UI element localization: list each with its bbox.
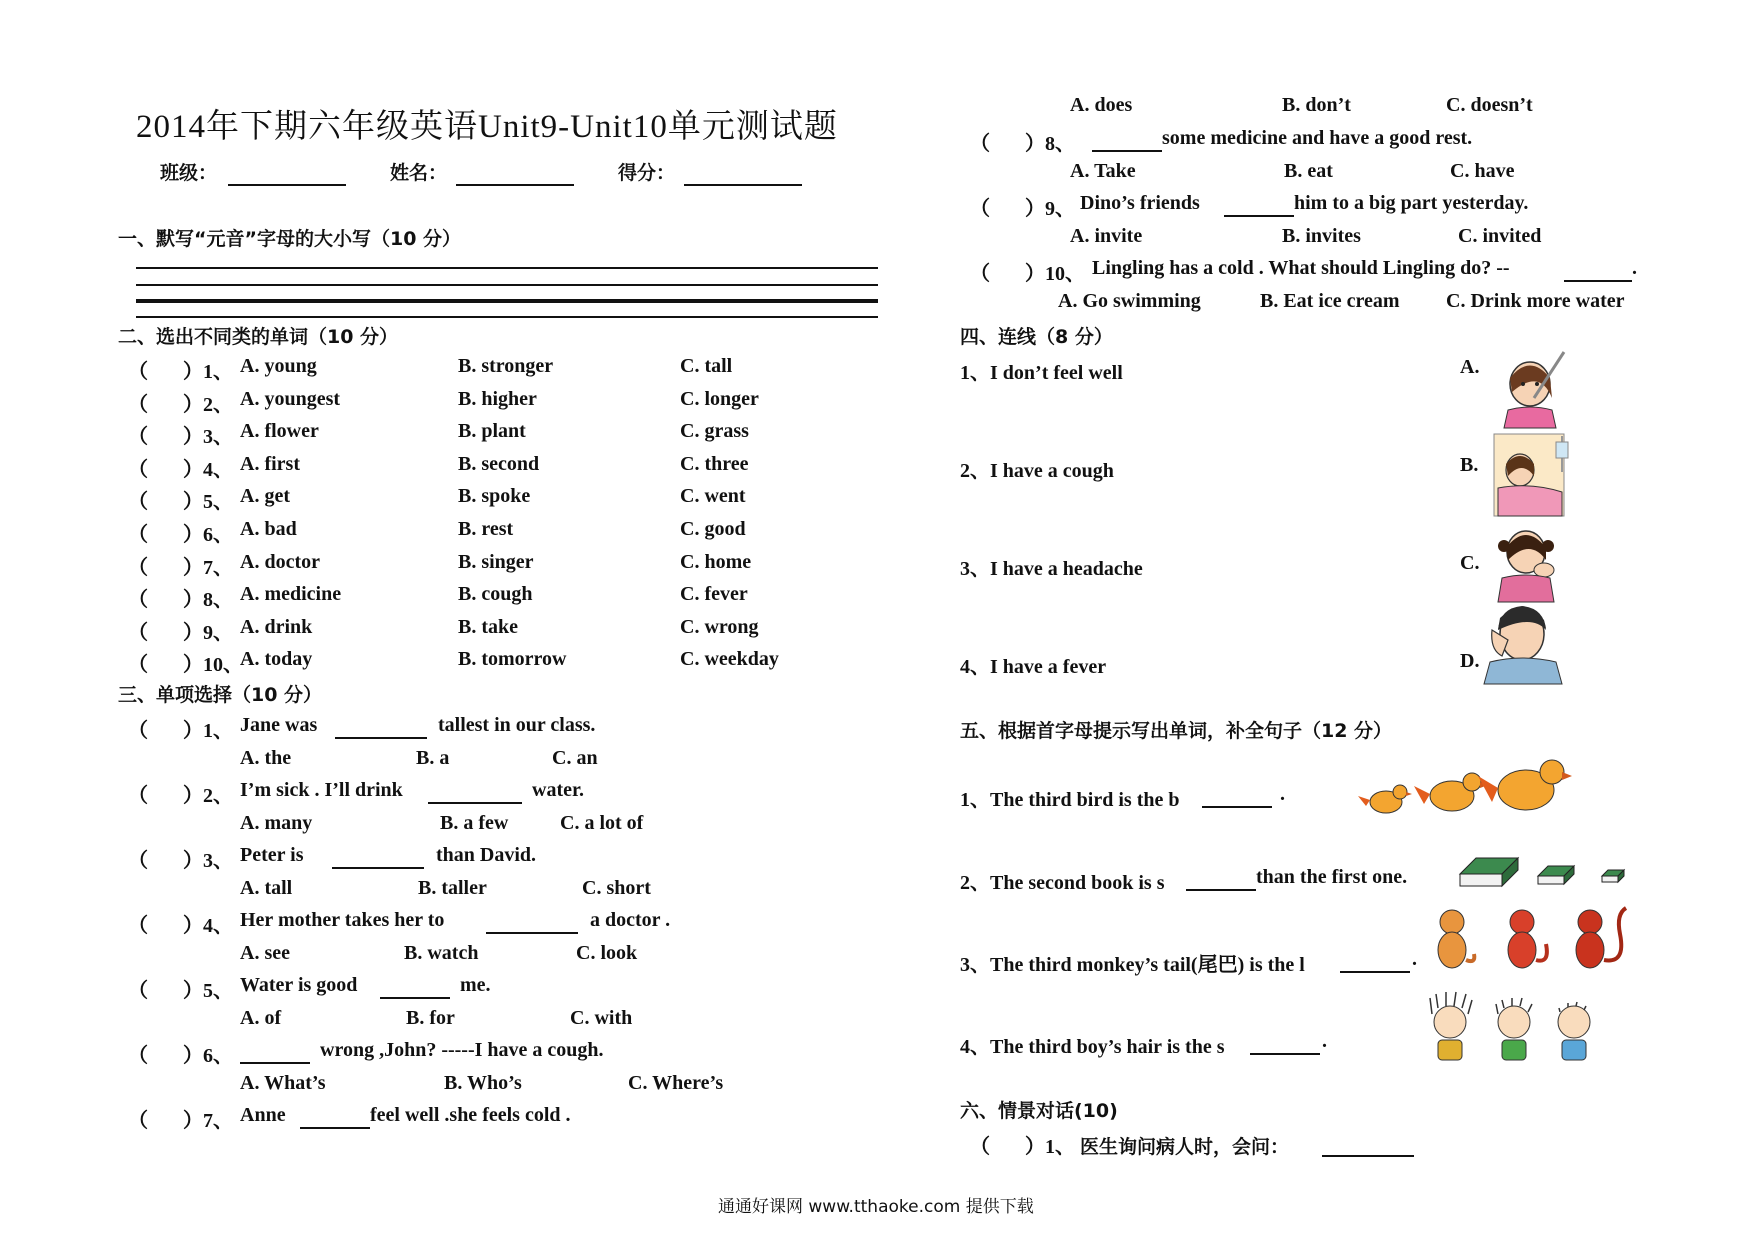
item-number: ）8、 [183,589,233,611]
answer-paren[interactable]: （ [128,850,148,872]
answer-paren[interactable]: （ [128,361,148,383]
q3-option-a: A. tall [240,877,293,899]
item-number: ）2、 [183,394,233,416]
q10-option-c: C. Drink more water [1446,290,1625,312]
s5-sentence1-pre: 1、The third bird is the b [960,789,1180,811]
q7-option-a: A. does [1070,94,1133,116]
item-number: ）7、 [183,557,233,579]
q4-blank[interactable] [486,932,578,934]
monkey-short-tail-icon [1438,910,1474,968]
match-letter-a: A. [1460,356,1480,378]
q1-post: tallest in our class. [438,714,596,736]
q1-blank[interactable] [335,737,427,739]
section6-heading: 六、情景对话(10) [960,1100,1118,1122]
writing-line-4[interactable] [136,316,878,318]
option-c: C. longer [680,388,759,410]
q2-pre: I’m sick . I’ll drink [240,779,403,801]
q1-option-c: C. an [552,747,598,769]
answer-paren[interactable]: （ [970,133,990,155]
option-b: B. stronger [458,355,554,377]
medium-bird-icon [1414,773,1488,811]
boys-hair-picture [1422,992,1602,1064]
q10-option-b: B. Eat ice cream [1260,290,1400,312]
match-letter-c: C. [1460,552,1480,574]
q5-option-c: C. with [570,1007,633,1029]
q8-option-c: C. have [1450,160,1515,182]
q2-blank[interactable] [428,802,522,804]
q10-post: . [1632,257,1637,279]
q4-pre: Her mother takes her to [240,909,445,931]
item-number: ）5、 [183,491,233,513]
option-a: A. young [240,355,317,377]
q1-pre: Jane was [240,714,318,736]
option-c: C. fever [680,583,748,605]
boy-short-hair-icon [1558,1002,1590,1060]
section4-heading: 四、连线（8 分） [960,326,1113,348]
q8-number: ）8、 [1025,133,1075,155]
s5-sentence1-post: . [1280,783,1285,805]
answer-paren[interactable]: （ [128,622,148,644]
q4-option-b: B. watch [404,942,479,964]
q7-pre: Anne [240,1104,286,1126]
option-b: B. higher [458,388,537,410]
q7-blank[interactable] [300,1127,370,1129]
option-b: B. take [458,616,518,638]
s6-q1-text: 医生询问病人时，会问： [1080,1136,1290,1158]
match-letter-b: B. [1460,454,1479,476]
q4-number: ）4、 [183,915,233,937]
q10-number: ）10、 [1025,263,1085,285]
s5-blank-4[interactable] [1250,1053,1320,1055]
q9-option-a: A. invite [1070,225,1143,247]
option-a: A. get [240,485,290,507]
q4-option-a: A. see [240,942,290,964]
option-b: B. rest [458,518,514,540]
answer-paren[interactable]: （ [128,654,148,676]
option-c: C. home [680,551,752,573]
q8-option-a: A. Take [1070,160,1136,182]
answer-paren[interactable]: （ [970,198,990,220]
q3-post: than David. [436,844,537,866]
option-b: B. second [458,453,540,475]
s5-sentence3-post: . [1412,948,1417,970]
item-number: ）9、 [183,622,233,644]
q9-post: him to a big part yesterday. [1294,192,1529,214]
option-b: B. cough [458,583,533,605]
option-a: A. doctor [240,551,320,573]
answer-paren[interactable]: （ [128,557,148,579]
answer-paren[interactable]: （ [128,915,148,937]
monkey-longer-tail-icon [1508,910,1547,968]
match-sentence-4[interactable]: 4、I have a fever [960,656,1107,678]
q9-option-b: B. invites [1282,225,1361,247]
match-sentence-2[interactable]: 2、I have a cough [960,460,1114,482]
small-bird-icon [1358,785,1412,813]
q7-option-b: B. don’t [1282,94,1351,116]
answer-paren[interactable]: （ [128,426,148,448]
q1-number: ）1、 [183,720,233,742]
books-picture [1456,852,1638,892]
option-a: A. flower [240,420,319,442]
answer-paren[interactable]: （ [128,1110,148,1132]
birds-picture [1356,752,1576,828]
s5-sentence2-post: than the first one. [1256,866,1408,888]
q9-option-c: C. invited [1458,225,1542,247]
q3-pre: Peter is [240,844,304,866]
q3-blank[interactable] [332,867,424,869]
match-letter-d: D. [1460,650,1480,672]
q4-option-c: C. look [576,942,638,964]
q9-pre: Dino’s friends [1080,192,1200,214]
s5-sentence4-post: . [1322,1030,1327,1052]
q8-blank[interactable] [1092,150,1162,152]
boy-long-hair-icon [1430,992,1472,1060]
q3-option-c: C. short [582,877,651,899]
q7-post: feel well .she feels cold . [370,1104,571,1126]
q8-option-b: B. eat [1284,160,1333,182]
answer-paren[interactable]: （ [128,1045,148,1067]
q8-post: some medicine and have a good rest. [1162,127,1473,149]
girl-thermometer-picture[interactable] [1490,348,1570,428]
option-b: B. tomorrow [458,648,567,670]
q6-option-c: C. Where’s [628,1072,724,1094]
q2-post: water. [532,779,585,801]
writing-line-1[interactable] [136,267,878,269]
monkey-longest-tail-icon [1576,908,1626,968]
s6-q1-number: ）1、 [1025,1136,1075,1158]
girl-in-bed-picture[interactable] [1490,432,1574,520]
q2-option-b: B. a few [440,812,509,834]
q6-post: wrong ,John? -----I have a cough. [320,1039,604,1061]
boy-headache-picture[interactable] [1476,600,1572,684]
score-blank[interactable] [684,184,802,186]
medium-book-icon [1538,866,1574,884]
big-bird-icon [1478,760,1572,810]
q5-number: ）5、 [183,980,233,1002]
answer-paren[interactable]: （ [128,459,148,481]
writing-line-3[interactable] [136,299,878,303]
q10-blank[interactable] [1564,280,1632,282]
big-book-icon [1460,858,1518,886]
answer-paren[interactable]: （ [970,1136,990,1158]
option-b: B. singer [458,551,534,573]
page-title: 2014年下期六年级英语Unit9-Unit10单元测试题 [136,109,838,145]
option-c: C. grass [680,420,749,442]
s6-q1-blank[interactable] [1322,1155,1414,1157]
option-a: A. medicine [240,583,342,605]
option-c: C. good [680,518,746,540]
q6-option-a: A. What’s [240,1072,326,1094]
section3-heading: 三、单项选择（10 分） [118,684,323,706]
item-number: ）1、 [183,361,233,383]
q2-number: ）2、 [183,785,233,807]
option-c: C. wrong [680,616,759,638]
q1-option-a: A. the [240,747,292,769]
q5-blank[interactable] [380,997,450,999]
s5-sentence3-pre: 3、The third monkey’s tail(尾巴) is the l [960,954,1305,976]
q7-option-c: C. doesn’t [1446,94,1533,116]
option-c: C. three [680,453,749,475]
name-blank[interactable] [456,184,574,186]
option-b: B. spoke [458,485,531,507]
s5-sentence4-pre: 4、The third boy’s hair is the s [960,1036,1225,1058]
option-a: A. today [240,648,313,670]
answer-paren[interactable]: （ [128,720,148,742]
answer-paren[interactable]: （ [128,785,148,807]
answer-paren[interactable]: （ [970,263,990,285]
option-a: A. drink [240,616,313,638]
s5-sentence2-pre: 2、The second book is s [960,872,1165,894]
item-number: ）10、 [183,654,243,676]
q2-option-c: C. a lot of [560,812,644,834]
q2-option-a: A. many [240,812,313,834]
option-b: B. plant [458,420,526,442]
q3-option-b: B. taller [418,877,487,899]
q6-number: ）6、 [183,1045,233,1067]
q1-option-b: B. a [416,747,450,769]
answer-paren[interactable]: （ [128,524,148,546]
item-number: ）6、 [183,524,233,546]
option-c: C. went [680,485,746,507]
item-number: ）4、 [183,459,233,481]
q6-option-b: B. Who’s [444,1072,522,1094]
boy-medium-hair-icon [1496,998,1532,1060]
q10-option-a: A. Go swimming [1058,290,1201,312]
s5-blank-2[interactable] [1186,889,1256,891]
q7-number: ）7、 [183,1110,233,1132]
match-sentence-1[interactable]: 1、I don’t feel well [960,362,1123,384]
q5-post: me. [460,974,491,996]
section2-heading: 二、选出不同类的单词（10 分） [118,326,399,348]
monkeys-picture [1430,904,1630,974]
option-c: C. weekday [680,648,779,670]
class-blank[interactable] [228,184,346,186]
small-book-icon [1602,870,1624,882]
section1-heading: 一、默写“元音”字母的大小写（10 分） [118,228,462,250]
class-label: 班级： [160,162,218,184]
q6-blank[interactable] [240,1062,310,1064]
name-label: 姓名： [390,162,448,184]
q3-number: ）3、 [183,850,233,872]
answer-paren[interactable]: （ [128,589,148,611]
match-sentence-3[interactable]: 3、I have a headache [960,558,1143,580]
q5-option-a: A. of [240,1007,282,1029]
q4-post: a doctor . [590,909,671,931]
writing-line-2[interactable] [136,284,878,286]
footer-source: 通通好课网 www.tthaoke.com 提供下载 [718,1197,1034,1217]
q10-pre: Lingling has a cold . What should Lingling do? -- [1092,257,1510,279]
s5-blank-1[interactable] [1202,806,1272,808]
s5-blank-3[interactable] [1340,971,1410,973]
q9-number: ）9、 [1025,198,1075,220]
girl-coughing-picture[interactable] [1490,520,1570,602]
option-a: A. bad [240,518,297,540]
answer-paren[interactable]: （ [128,394,148,416]
q5-option-b: B. for [406,1007,455,1029]
answer-paren[interactable]: （ [128,980,148,1002]
answer-paren[interactable]: （ [128,491,148,513]
score-label: 得分： [618,162,676,184]
option-a: A. first [240,453,300,475]
section5-heading: 五、根据首字母提示写出单词，补全句子（12 分） [960,720,1393,742]
option-a: A. youngest [240,388,341,410]
q9-blank[interactable] [1224,215,1294,217]
q5-pre: Water is good [240,974,358,996]
option-c: C. tall [680,355,733,377]
item-number: ）3、 [183,426,233,448]
